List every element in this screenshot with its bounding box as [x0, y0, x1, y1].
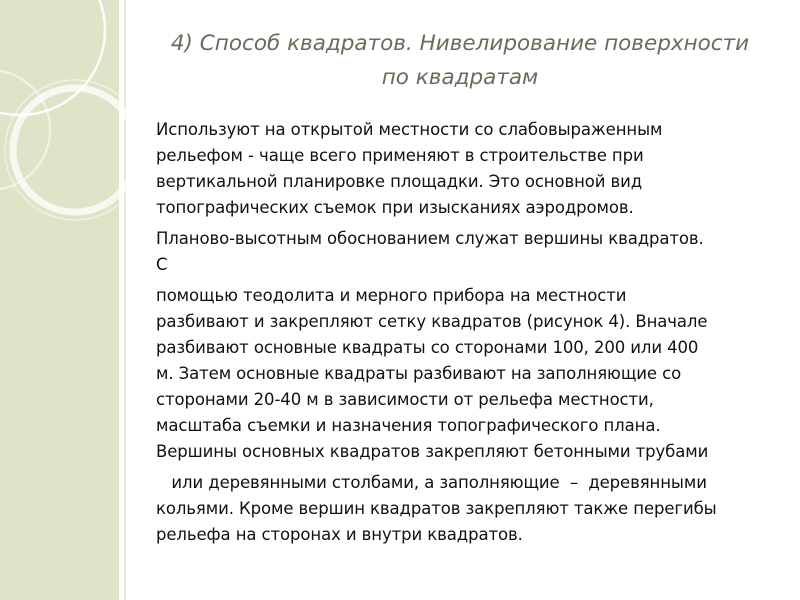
text-line: Используют на открытой местности со слабовыраженным	[156, 120, 663, 139]
title-line: 4) Способ квадратов. Нивелирование поверхности	[170, 31, 750, 56]
text-line: разбивают основные квадраты со сторонами 100, 200 или 400	[156, 338, 699, 357]
title-line: по квадратам	[381, 65, 539, 90]
text-line: м. Затем основные квадраты разбивают на заполняющие со	[156, 364, 682, 383]
text-line: С	[156, 255, 168, 274]
slide-title	[140, 27, 780, 95]
text-line: рельефа на сторонах и внутри квадратов.	[156, 525, 523, 544]
text-line: рельефом - чаще всего применяют в строительстве при	[156, 146, 644, 165]
paragraph	[156, 470, 778, 548]
text-line: кольями. Кроме вершин квадратов закрепляют также перегибы	[156, 499, 717, 518]
slide-body	[156, 117, 778, 548]
text-line: или деревянными столбами, а заполняющие – деревянными	[156, 473, 707, 492]
text-line: масштаба съемки и назначения топографического плана.	[156, 416, 661, 435]
text-line: помощью теодолита и мерного прибора на местности	[156, 286, 627, 305]
paragraph	[156, 226, 778, 278]
text-line: сторонами 20-40 м в зависимости от рельефа местности,	[156, 390, 654, 409]
text-line: вертикальной планировке площадки. Это основной вид	[156, 172, 643, 191]
text-line: Вершины основных квадратов закрепляют бетонными трубами	[156, 442, 709, 461]
paragraph	[156, 117, 778, 221]
text-line: разбивают и закрепляют сетку квадратов (рисунок 4). Вначале	[156, 312, 708, 331]
text-line: топографических съемок при изысканиях аэродромов.	[156, 198, 634, 217]
paragraph	[156, 283, 778, 465]
text-line: Планово-высотным обоснованием служат вершины квадратов.	[156, 229, 704, 248]
